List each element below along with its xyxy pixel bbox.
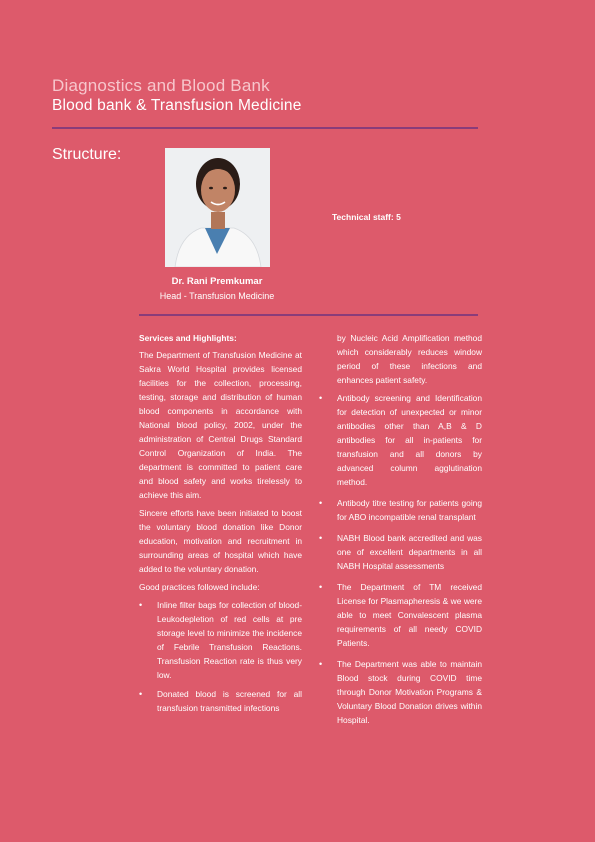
right-column: [319, 331, 482, 734]
content-divider: [139, 314, 478, 316]
doctor-name: Dr. Rani Premkumar: [171, 276, 263, 287]
doctor-photo: [165, 148, 270, 267]
list-item: • The Department was able to maintain Blood stock during COVID time through Donor Motivation Programs & Voluntary Blood Donation drives within Hospital.: [319, 657, 482, 727]
technical-staff-count: Technical staff: 5: [332, 212, 401, 222]
page-title: Blood bank & Transfusion Medicine: [52, 97, 302, 114]
list-item: • Donated blood is screened for all transfusion transmitted infections: [139, 687, 302, 715]
list-item: • Inline filter bags for collection of blood- Leukodepletion of red cells at pre storage level to minimize the incidence of Febrile Transfusion Reactions. Transfusion Reaction rate is thus very low.: [139, 598, 302, 682]
practices-list-left: [139, 598, 302, 715]
donation-paragraph: Sincere efforts have been initiated to boost the voluntary blood donation like Donor education, motivation and recruitment in surrounding areas of hospital which have added to the voluntary donation.: [139, 508, 302, 574]
section-title: Diagnostics and Blood Bank: [52, 76, 270, 95]
practices-list-right: [319, 391, 482, 727]
header-divider: [52, 127, 478, 129]
left-column: [139, 331, 302, 720]
list-item: • Antibody titre testing for patients going for ABO incompatible renal transplant: [319, 496, 482, 524]
intro-paragraph: The Department of Transfusion Medicine at Sakra World Hospital provides licensed facilities for the collection, processing, testing, storage and distribution of human blood components in accordance with National blood policy, 2002, under the administration of Central Drugs Standard Control Organization of India. The department is committed to patient care and blood safety and works tirelessly to achieve this aim.: [139, 350, 302, 500]
continued-text: by Nucleic Acid Amplification method which considerably reduces window period of these infections and enhances patient safety.: [337, 333, 482, 385]
services-heading: Services and Highlights:: [139, 333, 237, 343]
list-item: • NABH Blood bank accredited and was one of excellent departments in all NABH Hospital assessments: [319, 531, 482, 573]
doctor-role: Head - Transfusion Medicine: [159, 291, 275, 301]
list-item: • The Department of TM received License for Plasmapheresis & we were able to meet Convalescent plasma requirements of all needy COVID Patients.: [319, 580, 482, 650]
list-item: • Antibody screening and Identification for detection of unexpected or minor antibodies other than A,B & D antibodies for all in-patients for transfusion and all donors by advanced column agglutination method.: [319, 391, 482, 489]
practices-label: Good practices followed include:: [139, 582, 260, 592]
structure-label: Structure:: [52, 146, 122, 163]
